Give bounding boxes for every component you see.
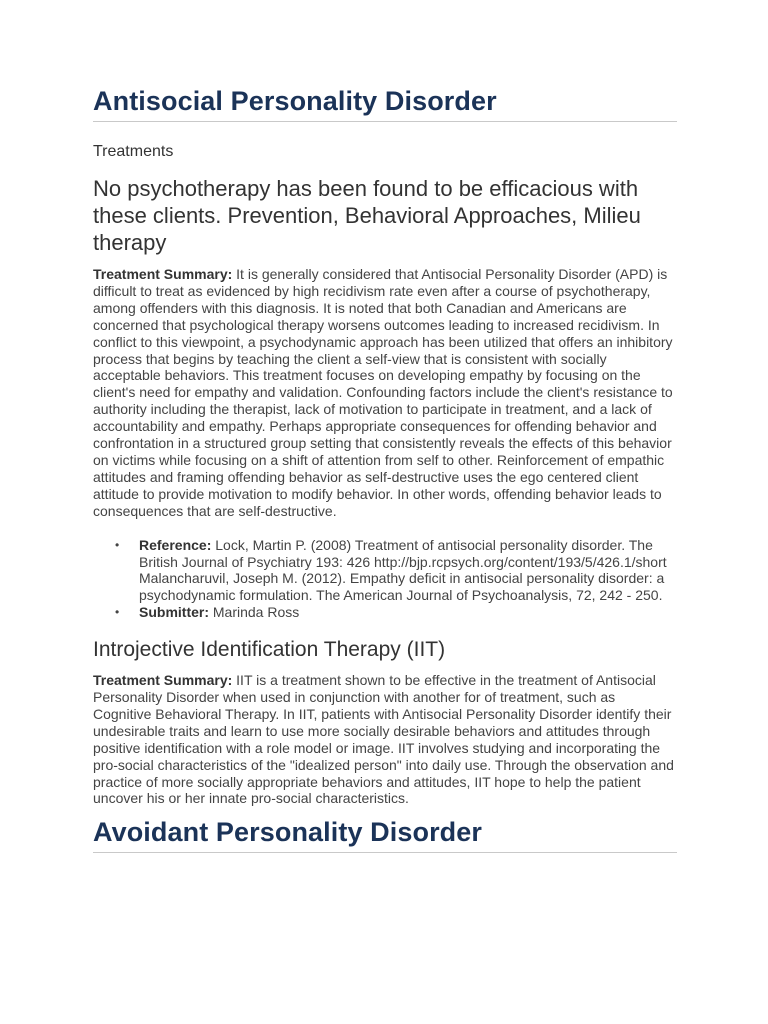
reference-list	[93, 537, 677, 622]
treatments-subtitle: Treatments	[93, 143, 174, 160]
list-item-submitter	[115, 604, 677, 621]
iit-summary-label: Treatment Summary:	[93, 672, 233, 689]
section-title-avoidant: Avoidant Personality Disorder	[93, 815, 677, 853]
treatment-summary-text: It is generally considered that Antisocial Personality Disorder (APD) is difficult to treat as evidenced by high recidivism rate even after a course of psychotherapy, among offenders with this diagnosis. It is noted that both Canadian and Americans are concerned that psychological therapy worsens outcomes leading to increased recidivism. In conflict to this viewpoint, a psychodynamic approach has been utilized that offers an inhibitory process that begins by teaching the client a self-view that is consistent with socially acceptable behaviors. This treatment focuses on developing empathy by focusing on the client's need for empathy and validation. Confounding factors include the client's resistance to authority including the therapist, lack of motivation to participate in treatment, and a lack of accountability and empathy. Perhaps appropriate consequences for offending behavior and confrontation in a structured group setting that consistently reveals the effects of this behavior on victims while focusing on a shift of attention from self to other. Reinforcement of empathic attitudes and framing offending behavior as self-destructive uses the ego centered client attitude to provide motivation to modify behavior. In other words, offending behavior leads to consequences that are self-destructive.	[93, 266, 673, 519]
iit-summary-text: IIT is a treatment shown to be effective in the treatment of Antisocial Personality Disorder when used in conjunction with another for of treatment, such as Cognitive Behavioral Therapy. In IIT, patients with Antisocial Personality Disorder identify their undesirable traits and learn to use more socially desirable behaviors and attitudes through positive identification with a role model or image. IIT involves studying and incorporating the pro-social characteristics of the "idealized person" into daily use. Through the observation and practice of more socially appropriate behaviors and attitudes, IIT hope to help the patient uncover his or her innate pro-social characteristics.	[93, 672, 674, 807]
section-title-antisocial: Antisocial Personality Disorder	[93, 84, 677, 122]
submitter-label: Submitter:	[139, 604, 209, 621]
treatment-heading-iit: Introjective Identification Therapy (IIT)	[93, 638, 446, 662]
treatment-summary-paragraph	[93, 266, 677, 520]
bullet-icon: •	[115, 605, 120, 620]
reference-text: Lock, Martin P. (2008) Treatment of antisocial personality disorder. The British Journal of Psychiatry 193: 426 http://bjp.rcpsych.org/content/193/5/426.1/short Malancharuvil, Joseph M. (2012). Empathy deficit in antisocial personality disorder: a psychodynamic formulation. The American Journal of Psychoanalysis, 72, 242 - 250.	[139, 536, 667, 604]
reference-label: Reference:	[139, 536, 212, 553]
iit-summary-paragraph	[93, 672, 677, 807]
treatment-heading-no-psychotherapy: No psychotherapy has been found to be efficacious with these clients. Prevention, Behavioral Approaches, Milieu therapy	[93, 176, 641, 255]
list-item-reference	[115, 536, 677, 605]
bullet-icon: •	[115, 537, 120, 552]
submitter-text: Marinda Ross	[209, 604, 300, 621]
treatment-summary-label: Treatment Summary:	[93, 266, 233, 282]
document-page	[93, 84, 677, 853]
